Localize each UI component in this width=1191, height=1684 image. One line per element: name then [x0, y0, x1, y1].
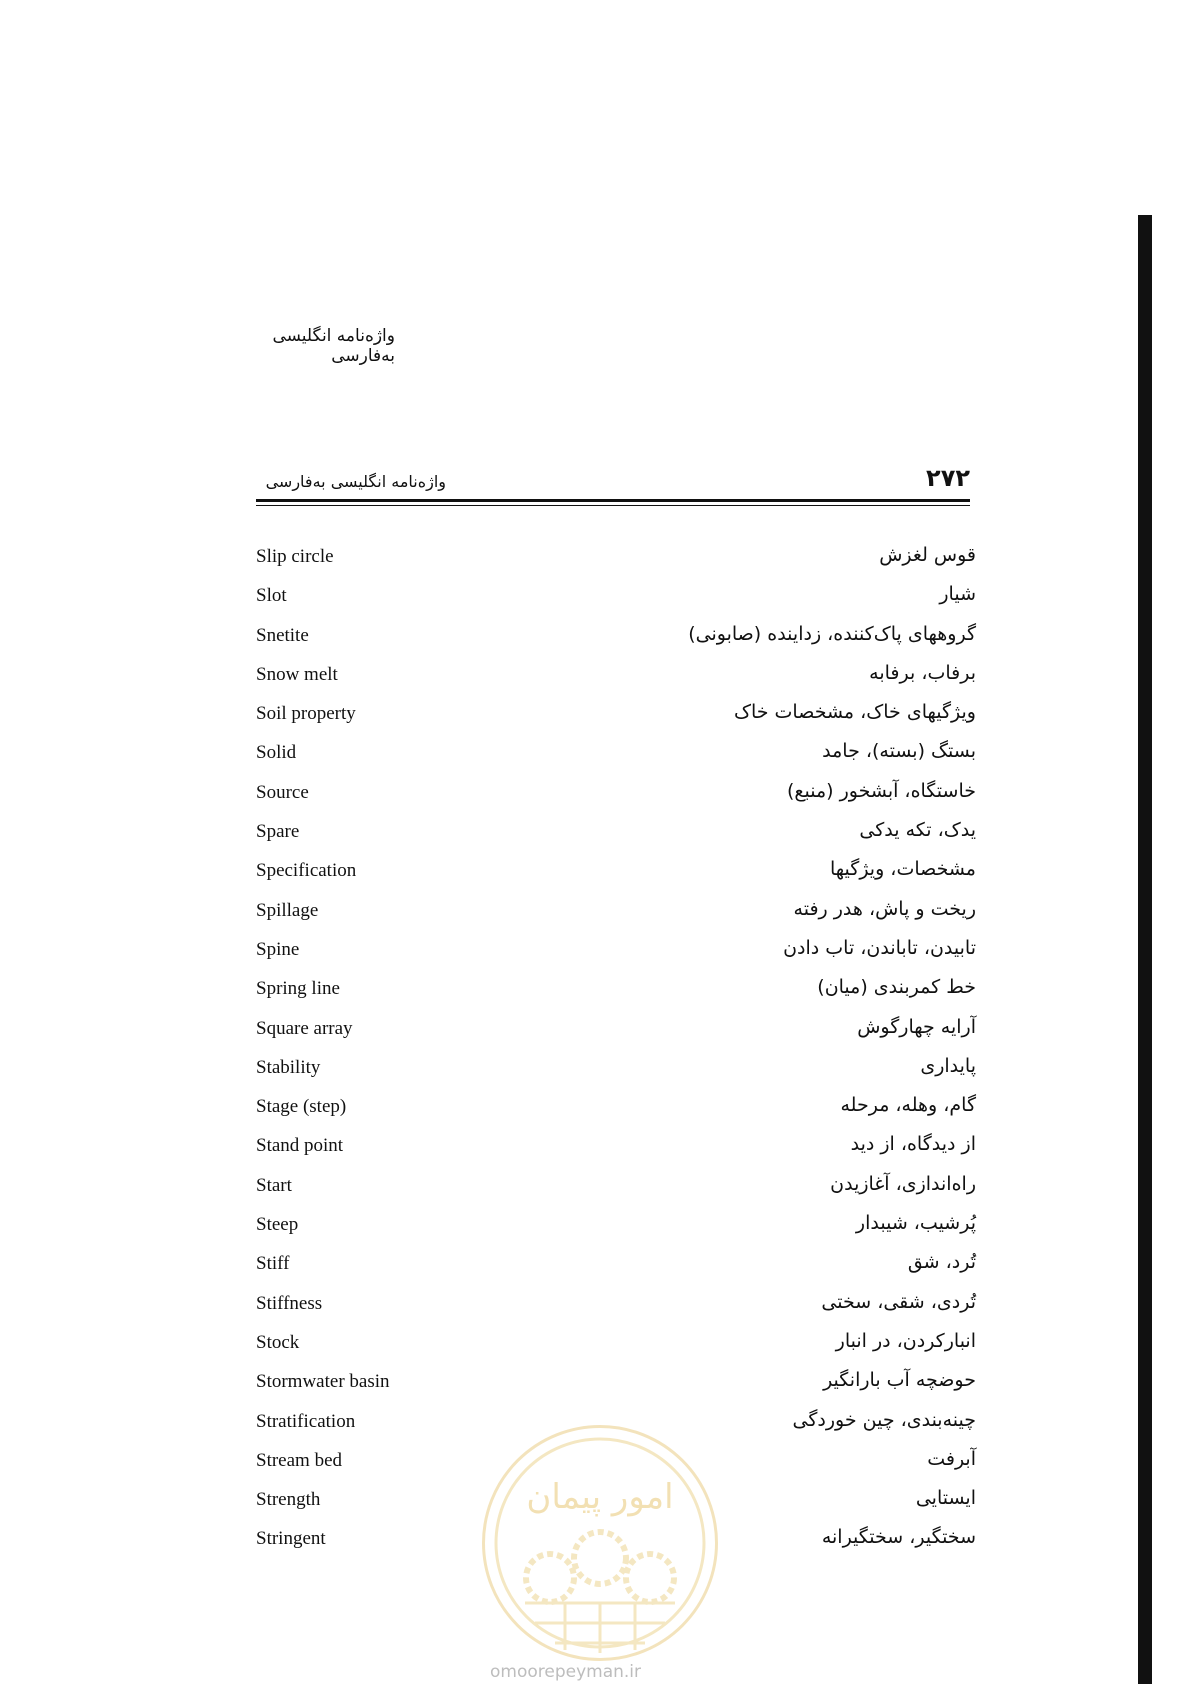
glossary-entry [256, 1287, 976, 1326]
english-term: Stringent [256, 1528, 326, 1550]
glossary-entry [256, 1169, 976, 1208]
english-term: Square array [256, 1017, 353, 1039]
persian-definition: انبارکردن، در انبار [835, 1329, 976, 1352]
english-term: Soil property [256, 703, 356, 725]
persian-definition: سختگیر، سختگیرانه [821, 1526, 976, 1549]
persian-definition: تُردی، شقی، سختی [821, 1290, 976, 1313]
english-term: Stand point [256, 1135, 344, 1157]
english-term: Start [256, 1174, 292, 1196]
persian-definition: ریخت و پاش، هدر رفته [793, 897, 976, 920]
persian-definition: خط کمربندی (میان) [817, 976, 976, 999]
glossary-entry [256, 933, 976, 972]
english-term: Stage (step) [256, 1096, 347, 1118]
glossary-entries [256, 540, 976, 1562]
glossary-entry [256, 1090, 976, 1129]
english-term: Slip circle [256, 546, 334, 567]
english-term: Source [256, 781, 309, 803]
glossary-entry [256, 1365, 976, 1404]
glossary-entry [256, 894, 976, 933]
english-term: Stock [256, 1331, 300, 1353]
glossary-entry [256, 697, 976, 736]
glossary-entry [256, 736, 976, 775]
english-term: Solid [256, 742, 297, 764]
persian-definition: راه‌اندازی، آغازیدن [830, 1172, 976, 1195]
header-rule-thick [256, 499, 970, 502]
persian-definition: پُرشیب، شیبدار [855, 1212, 976, 1235]
seal-text: امور پیمان [526, 1477, 674, 1517]
persian-definition: ایستایی [915, 1487, 976, 1510]
english-term: Stability [256, 1056, 321, 1078]
persian-definition: خاستگاه، آبشخور (منبع) [787, 779, 976, 802]
english-term: Spring line [256, 978, 340, 1000]
glossary-entry [256, 776, 976, 815]
english-term: Snetite [256, 624, 309, 646]
persian-definition: آرایه چهارگوش [857, 1015, 976, 1038]
glossary-entry [256, 540, 976, 579]
glossary-entry [256, 579, 976, 618]
persian-definition: پایداری [920, 1054, 976, 1077]
english-term: Snow melt [256, 663, 338, 685]
glossary-entry [256, 854, 976, 893]
persian-definition: شیار [939, 583, 976, 606]
glossary-entry [256, 1129, 976, 1168]
persian-definition: قوس لغزش [879, 544, 976, 566]
glossary-entry [256, 1326, 976, 1365]
english-term: Slot [256, 585, 287, 607]
persian-definition: ویژگیهای خاک، مشخصات خاک [733, 701, 976, 724]
english-term: Steep [256, 1214, 299, 1236]
english-term: Strength [256, 1489, 321, 1511]
english-term: Stiffness [256, 1292, 323, 1314]
persian-definition: یدک، تکه یدکی [859, 819, 976, 842]
glossary-entry [256, 619, 976, 658]
english-term: Spillage [256, 899, 319, 921]
glossary-entry [256, 658, 976, 697]
persian-definition: تابیدن، تاباندن، تاب دادن [783, 936, 976, 959]
watermark-seal-graphic [485, 1428, 715, 1658]
english-term: Stream bed [256, 1449, 343, 1471]
persian-definition: تُرد، شق [907, 1251, 976, 1274]
english-term: Stratification [256, 1410, 356, 1432]
persian-definition: از دیدگاه، از دید [850, 1133, 976, 1156]
header-rule-thin [256, 505, 970, 506]
glossary-entry [256, 1208, 976, 1247]
english-term: Stormwater basin [256, 1371, 390, 1393]
watermark-seal-icon [482, 1425, 718, 1661]
persian-definition: مشخصات، ویژگیها [830, 858, 976, 881]
persian-definition: بستگ (بسته)، جامد [822, 740, 976, 763]
persian-definition: برفاب، برفابه [869, 661, 976, 684]
book-title-top: واژه‌نامه انگلیسی به‌فارسی [272, 326, 395, 366]
page-number: ۲۷۲ [926, 464, 970, 492]
running-header-title: واژه‌نامه انگلیسی به‌فارسی [265, 472, 446, 491]
watermark-url: omoorepeyman.ir [490, 1662, 642, 1682]
persian-definition: گروههای پاک‌کننده، زداینده (صابونی) [688, 622, 976, 645]
page-edge-bar [1138, 215, 1152, 1684]
english-term: Stiff [256, 1253, 290, 1275]
english-term: Specification [256, 860, 357, 882]
persian-definition: چینه‌بندی، چین خوردگی [792, 1408, 976, 1431]
english-term: Spare [256, 821, 300, 843]
persian-definition: آبرفت [927, 1447, 976, 1470]
persian-definition: حوضچه آب بارانگیر [823, 1369, 976, 1392]
glossary-entry [256, 1012, 976, 1051]
page-header [256, 460, 970, 510]
english-term: Spine [256, 938, 300, 960]
glossary-entry [256, 1051, 976, 1090]
persian-definition: گام، وهله، مرحله [840, 1094, 976, 1117]
glossary-entry [256, 815, 976, 854]
glossary-entry [256, 972, 976, 1011]
glossary-entry [256, 1247, 976, 1286]
